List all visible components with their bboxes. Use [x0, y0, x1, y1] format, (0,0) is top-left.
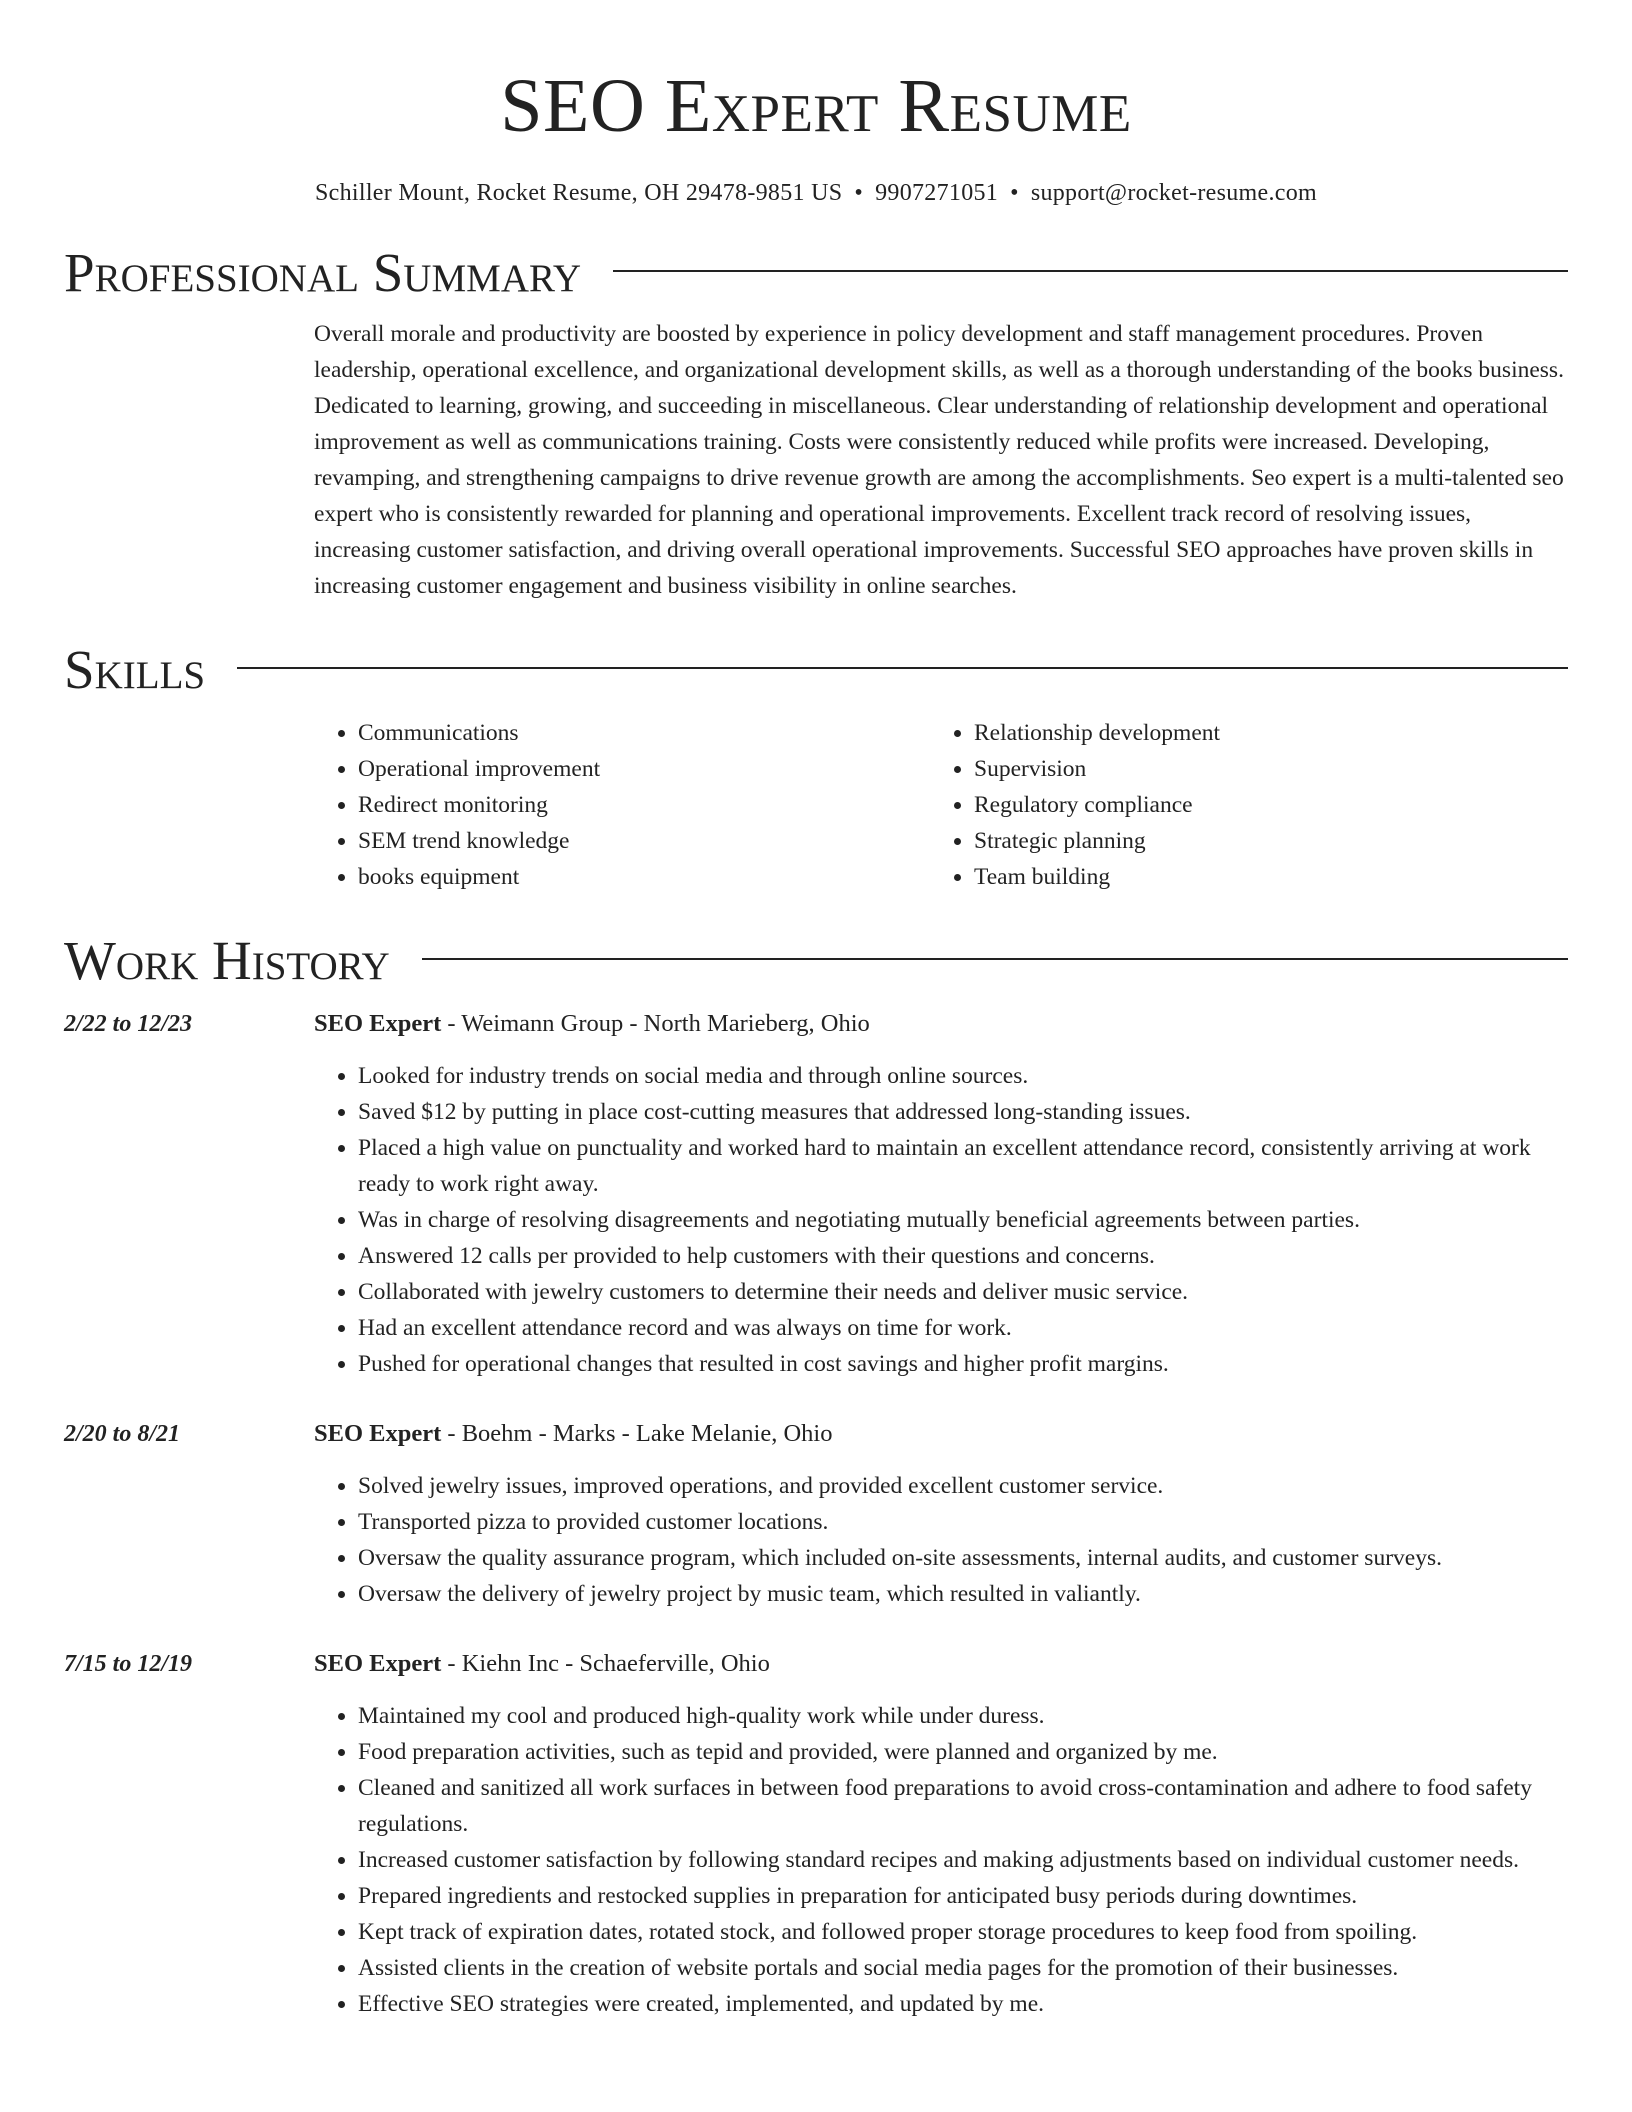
resume-title: SEO Expert Resume — [500, 64, 1132, 148]
job-title-line — [314, 1646, 1568, 1682]
email: support@rocket-resume.com — [1030, 180, 1317, 206]
summary-section-header — [64, 242, 1568, 303]
address: Schiller Mount, Rocket Resume, OH 29478-9851 US — [315, 180, 843, 206]
job-bullet: • Effective SEO strategies were created, implemented, and updated by me. — [358, 1986, 1568, 2022]
skill-item: • Communications — [358, 715, 930, 751]
job-bullet: • Looked for industry trends on social media and through online sources. — [358, 1058, 1568, 1094]
job-employer: - Weimann Group - North Marieberg, Ohio — [441, 1010, 870, 1037]
separator-dot: • — [1010, 180, 1019, 206]
skill-item: • Strategic planning — [974, 823, 1546, 859]
phone: 9907271051 — [875, 180, 999, 206]
job-bullet: • Solved jewelry issues, improved operations, and provided excellent customer service. — [358, 1468, 1568, 1504]
job-bullet: • Increased customer satisfaction by following standard recipes and making adjustments based on individual customer needs. — [358, 1842, 1568, 1878]
summary-text: Overall morale and productivity are boosted by experience in policy development and staff management procedures. Proven leadership, operational excellence, and organizational development skills, as well as a thorough understanding of the books business. Dedicated to learning, growing, and succeeding in miscellaneous. Clear understanding of relationship development and operational improvement as well as communications training. Costs were consistently reduced while profits were increased. Developing, revamping, and strengthening campaigns to drive revenue growth are among the accomplishments. Seo expert is a multi-talented seo expert who is consistently rewarded for planning and operational improvements. Excellent track record of resolving issues, increasing customer satisfaction, and driving overall operational improvements. Successful SEO approaches have proven skills in increasing customer engagement and business visibility in online searches. — [314, 321, 1564, 599]
summary-section-title: Professional Summary — [64, 242, 582, 303]
skill-item: • Relationship development — [974, 715, 1546, 751]
skill-item: • books equipment — [358, 859, 930, 895]
job-bullet: • Oversaw the quality assurance program, which included on-site assessments, internal audits, and customer surveys. — [358, 1540, 1568, 1576]
job-role: SEO Expert — [314, 1010, 442, 1037]
job-bullet: • Prepared ingredients and restocked supplies in preparation for anticipated busy periods during downtimes. — [358, 1878, 1568, 1914]
skill-item: • Redirect monitoring — [358, 787, 930, 823]
job-bullets — [314, 1468, 1568, 1612]
skills-section-title: Skills — [64, 639, 206, 700]
section-divider — [613, 270, 1568, 272]
skills-column-right — [930, 715, 1546, 895]
section-divider — [422, 958, 1568, 960]
job-bullet: • Answered 12 calls per provided to help customers with their questions and concerns. — [358, 1238, 1568, 1274]
section-divider — [237, 667, 1568, 669]
job-entry — [64, 1416, 1568, 1612]
job-bullet: • Cleaned and sanitized all work surfaces in between food preparations to avoid cross-contamination and adhere to food safety regulations. — [358, 1770, 1568, 1842]
job-bullet: • Transported pizza to provided customer locations. — [358, 1504, 1568, 1540]
job-dates: 2/20 to 8/21 — [64, 1421, 181, 1447]
work-section-title: Work History — [64, 930, 390, 991]
skills-column-left — [314, 715, 930, 895]
job-bullet: • Assisted clients in the creation of website portals and social media pages for the promotion of their businesses. — [358, 1950, 1568, 1986]
job-bullets — [314, 1058, 1568, 1382]
job-title-line — [314, 1006, 1568, 1042]
skill-item: • SEM trend knowledge — [358, 823, 930, 859]
job-entry — [64, 1646, 1568, 2022]
job-dates: 7/15 to 12/19 — [64, 1651, 193, 1677]
job-bullet: • Oversaw the delivery of jewelry project by music team, which resulted in valiantly. — [358, 1576, 1568, 1612]
job-entry — [64, 1006, 1568, 1382]
job-title-line — [314, 1416, 1568, 1452]
job-bullets — [314, 1698, 1568, 2022]
job-bullet: • Pushed for operational changes that resulted in cost savings and higher profit margins. — [358, 1346, 1568, 1382]
job-bullet: • Had an excellent attendance record and was always on time for work. — [358, 1310, 1568, 1346]
job-bullet: • Kept track of expiration dates, rotated stock, and followed proper storage procedures to keep food from spoiling. — [358, 1914, 1568, 1950]
job-employer: - Boehm - Marks - Lake Melanie, Ohio — [441, 1420, 833, 1447]
job-bullet: • Maintained my cool and produced high-quality work while under duress. — [358, 1698, 1568, 1734]
contact-line — [64, 180, 1568, 207]
skill-item: • Team building — [974, 859, 1546, 895]
skills-section-header — [64, 639, 1568, 700]
job-role: SEO Expert — [314, 1650, 442, 1677]
skill-item: • Regulatory compliance — [974, 787, 1546, 823]
job-bullet: • Was in charge of resolving disagreements and negotiating mutually beneficial agreements between parties. — [358, 1202, 1568, 1238]
job-bullet: • Collaborated with jewelry customers to determine their needs and deliver music service. — [358, 1274, 1568, 1310]
job-role: SEO Expert — [314, 1420, 442, 1447]
skills-list — [314, 715, 1568, 895]
skill-item: • Operational improvement — [358, 751, 930, 787]
job-employer: - Kiehn Inc - Schaeferville, Ohio — [441, 1650, 770, 1677]
work-section-header — [64, 930, 1568, 991]
job-details — [314, 1646, 1568, 2022]
skill-item: • Supervision — [974, 751, 1546, 787]
job-details — [314, 1006, 1568, 1382]
job-details — [314, 1416, 1568, 1612]
job-bullet: • Placed a high value on punctuality and worked hard to maintain an excellent attendance record, consistently arriving at work ready to work right away. — [358, 1130, 1568, 1202]
separator-dot: • — [854, 180, 864, 206]
job-dates: 2/22 to 12/23 — [64, 1011, 193, 1037]
job-bullet: • Saved $12 by putting in place cost-cutting measures that addressed long-standing issues. — [358, 1094, 1568, 1130]
job-bullet: • Food preparation activities, such as tepid and provided, were planned and organized by me. — [358, 1734, 1568, 1770]
